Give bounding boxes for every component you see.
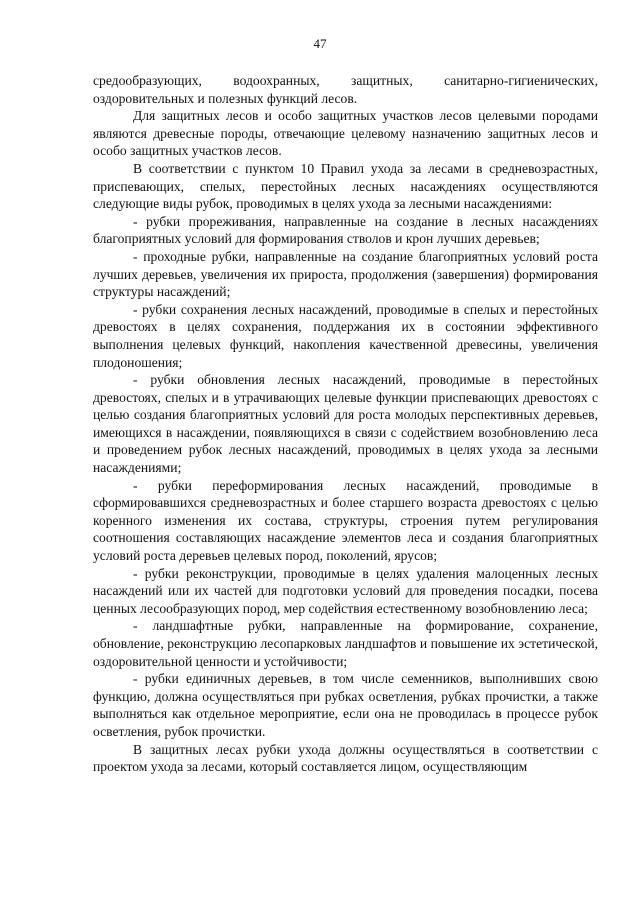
paragraph-rules-reference: В соответствии с пунктом 10 Правил ухода за лесами в средневозрастных, приспевающих, спелых, перестойных лесных насаждениях осуществляются следующие виды рубок, проводимых в целях ухода за лесными насаждениями: (93, 160, 598, 212)
list-item-single-tree-cutting: - рубки единичных деревьев, в том числе семенников, выполнивших свою функцию, должна осуществляться при рубках осветления, рубках прочистки, а также выполняться как отдельное мероприятие, если она не проводилась в процессе рубок осветления, рубок прочистки. (93, 671, 598, 739)
list-item-renewal-cutting: - рубки обновления лесных насаждений, проводимые в перестойных древостоях, спелых и в утрачивающих целевые функции приспевающих древостоях с целью создания благоприятных условий для роста молодых перспективных деревьев, имеющихся в насаждении, появляющихся в связи с содействием возобновлению леса и проведением рубок лесных насаждений, проводимых в целях ухода за лесными насаждениями; (93, 372, 598, 476)
list-item-reconstruction-cutting: - рубки реконструкции, проводимые в целях удаления малоценных лесных насаждений или их частей для подготовки условий для проведения посадки, посева ценных лесообразующих пород, мер содействия естественному возобновлению леса; (93, 565, 598, 616)
list-item-preservation-cutting: - рубки сохранения лесных насаждений, проводимые в спелых и перестойных древостоях в целях сохранения, поддержания их в состоянии эффективного выполнения целевых функций, накопления качественной древесины, увеличения плодоношения; (93, 301, 598, 370)
paragraph-continuation: средообразующих, водоохранных, защитных, санитарно-гигиенических, оздоровительных и полезных функций лесов. (93, 73, 598, 106)
paragraph-protective-forests: В защитных лесах рубки ухода должны осуществляться в соответствии с проектом ухода за лесами, который составляется лицом, осуществляющим (93, 741, 598, 775)
page-number: 47 (313, 36, 327, 51)
list-item-landscape-cutting: - ландшафтные рубки, направленные на формирование, сохранение, обновление, реконструкцию лесопарковых ландшафтов и повышение их эстетической, оздоровительной ценности и устойчивости; (93, 618, 598, 669)
list-item-reformation-cutting: - рубки переформирования лесных насаждений, проводимые в сформировавшихся средневозрастных и более старшего возраста древостоях с целью коренного изменения их состава, структуры, строения путем регулирования соотношения составляющих насаждение элементов леса и создания благоприятных условий роста деревьев целевых пород, поколений, ярусов; (93, 477, 598, 564)
paragraph-target-species: Для защитных лесов и особо защитных участков лесов целевыми породами являются древесные породы, отвечающие целевому назначению защитных лесов и особо защитных участков лесов. (93, 108, 598, 159)
list-item-passage-cutting: - проходные рубки, направленные на создание благоприятных условий роста лучших деревьев, увеличения их прироста, продолжения (завершения) формирования структуры насаждений; (93, 248, 598, 300)
document-body (93, 72, 598, 776)
list-item-thinning: - рубки прореживания, направленные на создание в лесных насаждениях благоприятных условий для формирования стволов и крон лучших деревьев; (93, 213, 598, 247)
